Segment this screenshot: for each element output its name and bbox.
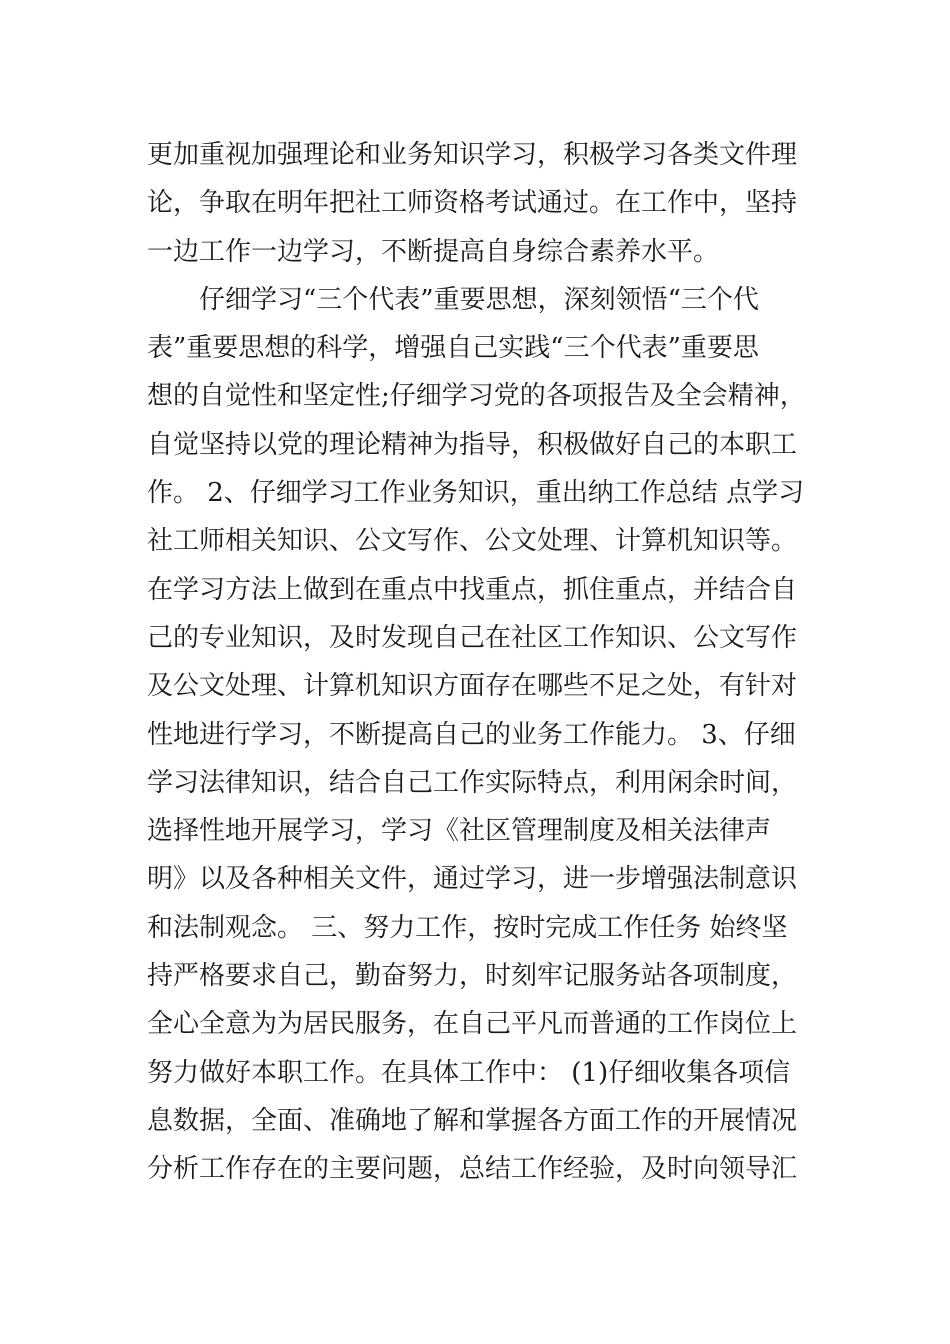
- line-text: 表”重要思想的科学，增强自己实践“三个代表”重要思: [147, 333, 759, 364]
- body-line: [147, 759, 817, 807]
- body-line: [147, 662, 817, 710]
- line-text: 学习法律知识，结合自己工作实际特点，利用闲余时间，: [147, 767, 798, 798]
- line-text: 自觉坚持以党的理论精神为指导，积极做好自己的本职工: [147, 429, 798, 460]
- body-line: [147, 1097, 817, 1145]
- line-text: 作。 2、仔细学习工作业务知识，重出纳工作总结 点学习: [147, 478, 805, 509]
- line-text: 和法制观念。 三、努力工作，按时完成工作任务 始终坚: [147, 912, 788, 943]
- body-line: [147, 807, 817, 855]
- body-line: [147, 855, 817, 903]
- body-line: [147, 1145, 817, 1193]
- body-line: [147, 228, 817, 276]
- body-line: [147, 904, 817, 952]
- line-text: 选择性地开展学习，学习《社区管理制度及相关法律声: [147, 816, 772, 847]
- body-line: [147, 276, 817, 324]
- line-text: 仔细学习“三个代表”重要思想，深刻领悟“三个代: [199, 284, 759, 315]
- body-line: [147, 614, 817, 662]
- line-text: 持严格要求自己，勤奋努力，时刻牢记服务站各项制度，: [147, 961, 798, 992]
- line-text: 分析工作存在的主要问题，总结工作经验，及时向领导汇: [147, 1154, 798, 1185]
- line-text: 己的专业知识，及时发现自己在社区工作知识、公文写作: [147, 622, 798, 653]
- line-text: 及公文处理、计算机知识方面存在哪些不足之处，有针对: [147, 671, 798, 702]
- body-line: [147, 421, 817, 469]
- line-text: 一边工作一边学习，不断提高自身综合素养水平。: [147, 236, 720, 267]
- body-line: [147, 517, 817, 565]
- line-text: 努力做好本职工作。在具体工作中： (1)仔细收集各项信: [147, 1057, 791, 1088]
- line-text: 在学习方法上做到在重点中找重点，抓住重点，并结合自: [147, 574, 798, 605]
- line-text: 明》以及各种相关文件，通过学习，进一步增强法制意识: [147, 864, 798, 895]
- line-text: 想的自觉性和坚定性;仔细学习党的各项报告及全会精神，: [147, 381, 806, 412]
- document-body: [147, 131, 817, 1194]
- body-line: [147, 372, 817, 420]
- body-line: [147, 324, 817, 372]
- body-line: [147, 469, 817, 517]
- line-text: 社工师相关知识、公文写作、公文处理、计算机知识等。: [147, 526, 798, 557]
- body-line: [147, 131, 817, 179]
- body-line: [147, 1049, 817, 1097]
- line-text: 论，争取在明年把社工师资格考试通过。在工作中，坚持: [147, 188, 798, 219]
- line-text: 性地进行学习，不断提高自己的业务工作能力。 3、仔细: [147, 719, 796, 750]
- body-line: [147, 952, 817, 1000]
- body-line: [147, 179, 817, 227]
- body-line: [147, 566, 817, 614]
- line-text: 息数据，全面、准确地了解和掌握各方面工作的开展情况: [147, 1105, 798, 1136]
- line-text: 全心全意为为居民服务，在自己平凡而普通的工作岗位上: [147, 1009, 798, 1040]
- line-text: 更加重视加强理论和业务知识学习，积极学习各类文件理: [147, 140, 798, 170]
- body-line: [147, 1000, 817, 1048]
- body-line: [147, 711, 817, 759]
